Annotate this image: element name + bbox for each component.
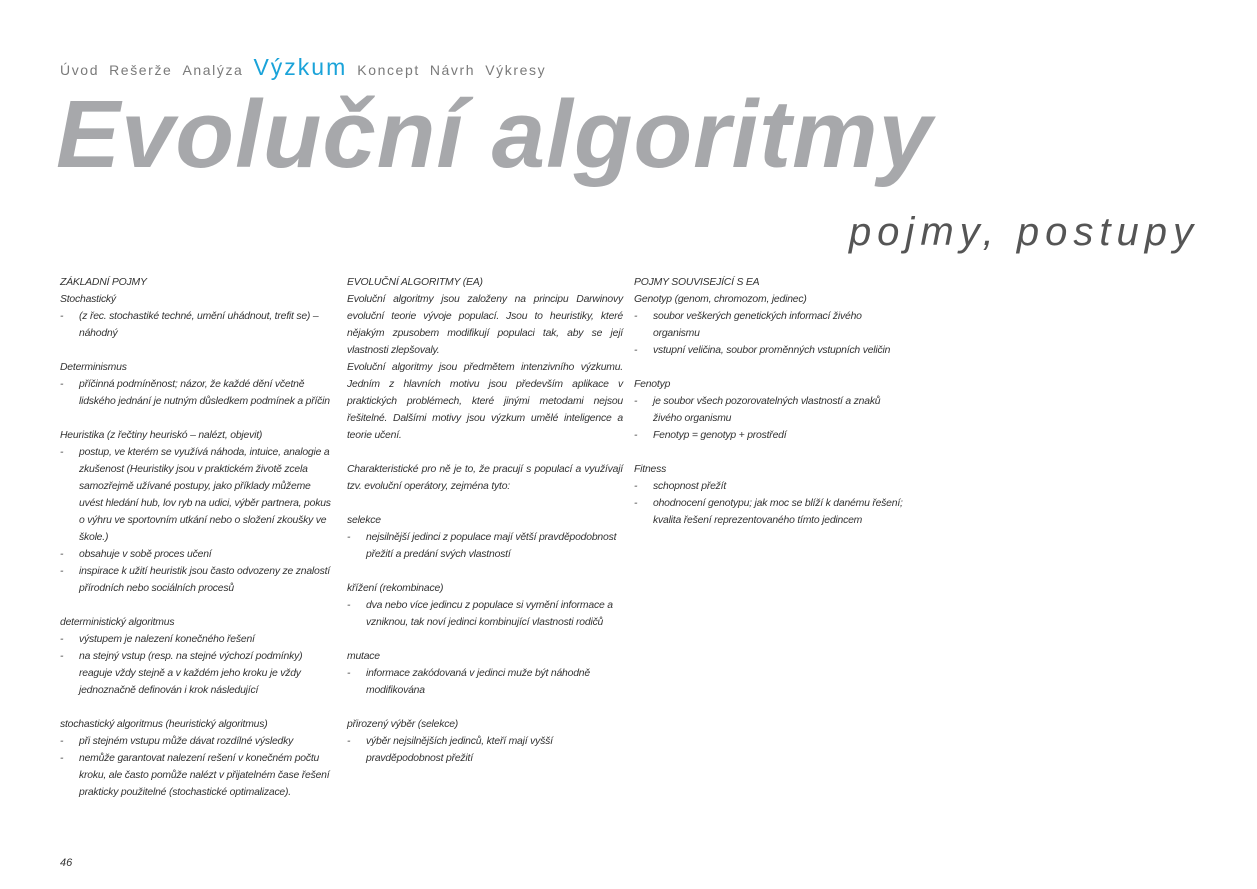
bullet-item: - obsahuje v sobě proces učení [60, 546, 336, 563]
text-section [634, 376, 904, 444]
bullet-item: - inspirace k užití heuristik jsou často odvozeny ze znalostí přírodních nebo sociálních procesů [60, 563, 336, 597]
nav-item: Koncept [357, 62, 420, 78]
nav-item: Úvod [60, 62, 100, 78]
term-heading: mutace [347, 651, 380, 662]
column-related-terms [634, 274, 904, 546]
text-section [347, 512, 623, 563]
paragraph: Evoluční algoritmy jsou předmětem intenzivního výzkumu. Jedním z hlavních motivu jsou především aplikace v praktických problémech, které jinými metodami nejsou řešitelné. Dalšími motivy jsou výzkum umělé inteligence a teorie učení. [347, 362, 623, 441]
bullet-item: - ohodnocení genotypu; jak moc se blíží k danému řešení; kvalita řešení reprezentovaného tímto jedincem [634, 495, 904, 529]
bullet-list [347, 733, 623, 767]
term-heading: stochastický algoritmus (heuristický algoritmus) [60, 719, 268, 730]
bullet-list [347, 529, 623, 563]
bullet-item: - při stejném vstupu může dávat rozdílné výsledky [60, 733, 336, 750]
nav-item: Analýza [182, 62, 244, 78]
bullet-item: - Fenotyp = genotyp + prostředí [634, 427, 904, 444]
text-section [347, 648, 623, 699]
bullet-item: - informace zakódovaná v jedinci muže být náhodně modifikována [347, 665, 623, 699]
term-heading: Determinismus [60, 362, 127, 373]
column-evolutionary-algorithms [347, 274, 623, 784]
bullet-item: - schopnost přežít [634, 478, 904, 495]
bullet-item: - vstupní veličina, soubor proměnných vstupních veličin [634, 342, 904, 359]
nav-item: Výkresy [485, 62, 547, 78]
text-section [347, 716, 623, 767]
paragraph: Charakteristické pro ně je to, že pracují s populací a využívají tzv. evoluční operátory, zejména tyto: [347, 464, 623, 492]
nav-item: Rešerže [109, 62, 173, 78]
bullet-item: - je soubor všech pozorovatelných vlastností a znaků živého organismu [634, 393, 904, 427]
nav-item: Návrh [429, 62, 476, 78]
term-heading: Fenotyp [634, 379, 671, 390]
term-heading: Genotyp (genom, chromozom, jedinec) [634, 294, 807, 305]
bullet-list [347, 665, 623, 699]
text-section [60, 614, 336, 699]
column-basic-terms [60, 274, 336, 818]
bullet-item: - dva nebo více jedincu z populace si vymění informace a vzniknou, tak noví jedinci kombinující vlastnosti rodičů [347, 597, 623, 631]
bullet-item: - nemůže garantovat nalezení rešení v konečném počtu kroku, ale často pomůže nalézt v přijatelném čase řešení prakticky použitelné (stochastické optimalizace). [60, 750, 336, 801]
term-heading: Heuristika (z řečtiny heuriskó – nalézt, objevit) [60, 430, 263, 441]
text-section [634, 461, 904, 529]
page-number: 46 [60, 857, 73, 869]
bullet-list [60, 733, 336, 801]
bullet-item: - příčinná podmíněnost; názor, že každé dění včetně lidského jednání je nutným důsledkem podmínek a příčin [60, 376, 336, 410]
page-title: Evoluční algoritmy [56, 81, 933, 188]
bullet-list [634, 478, 904, 529]
bullet-list [60, 376, 336, 410]
term-heading: Fitness [634, 464, 667, 475]
bullet-item: - výběr nejsilnějších jedinců, kteří mají vyšší pravděpodobnost přežití [347, 733, 623, 767]
text-section [347, 461, 623, 495]
bullet-item: - postup, ve kterém se využívá náhoda, intuice, analogie a zkušenost (Heuristiky jsou v praktickém životě zcela samozřejmě užívané postupy, jako příklady můžeme uvést hledání hub, lov ryb na udici, výběr partnera, pokus o výhru ve sportovním utkání nebo o složení zkoušky ve škole.) [60, 444, 336, 546]
bullet-item: - soubor veškerých genetických informací živého organismu [634, 308, 904, 342]
text-section [634, 274, 904, 359]
section-navigation [60, 54, 556, 81]
column-heading: ZÁKLADNÍ POJMY [60, 277, 147, 288]
bullet-item: - (z řec. stochastiké techné, umění uhádnout, trefit se) – náhodný [60, 308, 336, 342]
bullet-list [634, 393, 904, 444]
column-heading: POJMY SOUVISEJÍCÍ S EA [634, 277, 760, 288]
bullet-list [347, 597, 623, 631]
text-section [347, 274, 623, 444]
column-heading: EVOLUČNÍ ALGORITMY (EA) [347, 277, 483, 288]
bullet-item: - výstupem je nalezení konečného řešení [60, 631, 336, 648]
bullet-list [60, 631, 336, 699]
text-section [60, 716, 336, 801]
bullet-item: - na stejný vstup (resp. na stejné výchozí podmínky) reaguje vždy stejně a v každém jeho kroku je vždy jednoznačně definován i krok následující [60, 648, 336, 699]
term-heading: Stochastický [60, 294, 116, 305]
term-heading: selekce [347, 515, 381, 526]
bullet-list [634, 308, 904, 359]
page-subtitle: pojmy, postupy [848, 210, 1199, 254]
bullet-item: - nejsilnější jedinci z populace mají větší pravděpodobnost přežití a predání svých vlastností [347, 529, 623, 563]
text-section [60, 359, 336, 410]
nav-item: Výzkum [253, 54, 348, 80]
bullet-list [60, 308, 336, 342]
text-section [60, 274, 336, 342]
text-section [60, 427, 336, 597]
term-heading: deterministický algoritmus [60, 617, 175, 628]
bullet-list [60, 444, 336, 597]
paragraph: Evoluční algoritmy jsou založeny na principu Darwinovy evoluční teorie vývoje populací. Jsou to heuristiky, které nějakým zpusobem modifikují populaci tak, aby se její vlastnosti zlepšovaly. [347, 294, 623, 356]
term-heading: křížení (rekombinace) [347, 583, 444, 594]
term-heading: přirozený výběr (selekce) [347, 719, 459, 730]
text-section [347, 580, 623, 631]
